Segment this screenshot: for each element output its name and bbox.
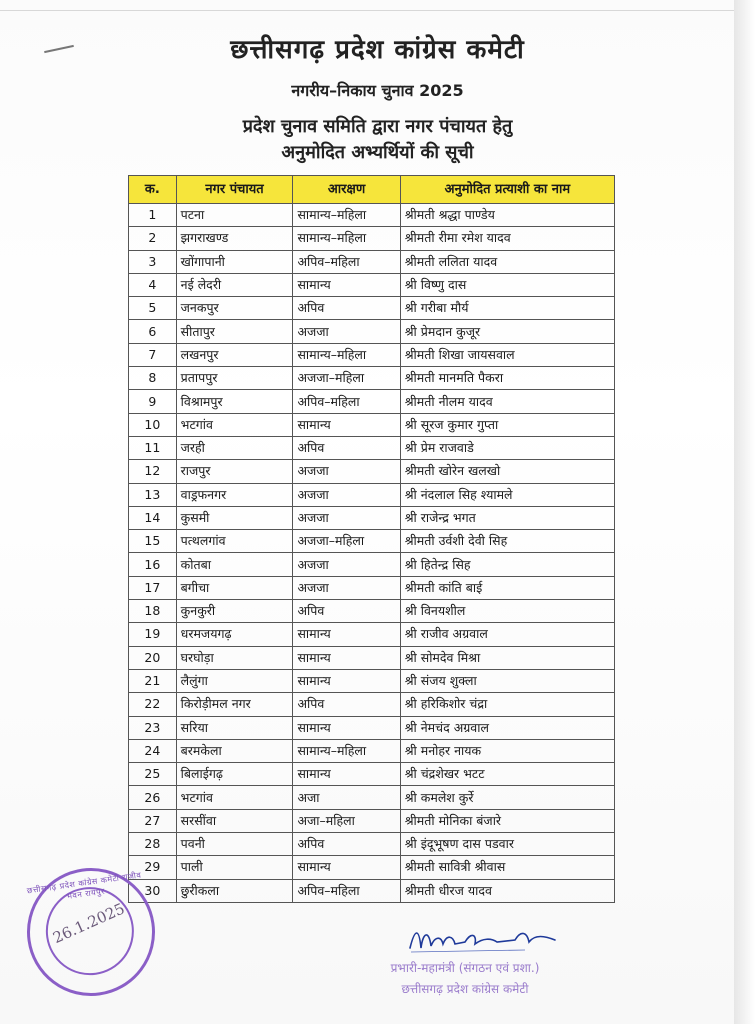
nagar-panchayat-cell: धरमजयगढ़ xyxy=(176,623,293,646)
serial-cell: 13 xyxy=(129,483,177,506)
nagar-panchayat-cell: झगराखण्ड xyxy=(176,227,293,250)
serial-cell: 2 xyxy=(129,227,177,250)
candidate-name-cell: श्रीमती उर्वशी देवी सिह xyxy=(400,530,614,553)
table-row xyxy=(129,273,615,296)
serial-cell: 24 xyxy=(129,739,177,762)
table-row xyxy=(129,297,615,320)
stamp-date: 26.1.2025 xyxy=(50,899,128,947)
header-reservation: आरक्षण xyxy=(293,176,400,204)
signatory-title: प्रभारी-महामंत्री (संगठन एवं प्रशा.) xyxy=(390,961,540,975)
serial-cell: 21 xyxy=(129,669,177,692)
candidate-name-cell: श्री कमलेश कुर्रे xyxy=(400,786,614,809)
table-row xyxy=(129,227,615,250)
reservation-cell: सामान्य xyxy=(293,273,400,296)
table-row xyxy=(129,856,615,879)
nagar-panchayat-cell: किरोड़ीमल नगर xyxy=(176,693,293,716)
nagar-panchayat-cell: बगीचा xyxy=(176,576,293,599)
stamp-text: छत्तीसगढ़ प्रदेश कांग्रेस कमेटी राजीव भवन रायपुर xyxy=(26,870,142,902)
serial-cell: 5 xyxy=(129,297,177,320)
nagar-panchayat-cell: भटगांव xyxy=(176,786,293,809)
reservation-cell: अपिव xyxy=(293,436,400,459)
candidate-name-cell: श्री प्रेम राजवाडे xyxy=(400,436,614,459)
reservation-cell: सामान्य xyxy=(293,669,400,692)
serial-cell: 6 xyxy=(129,320,177,343)
candidate-name-cell: श्रीमती धीरज यादव xyxy=(400,879,614,902)
candidate-name-cell: श्री नंदलाल सिह श्यामले xyxy=(400,483,614,506)
nagar-panchayat-cell: भटगांव xyxy=(176,413,293,436)
candidate-name-cell: श्रीमती श्रद्धा पाण्डेय xyxy=(400,204,614,227)
serial-cell: 23 xyxy=(129,716,177,739)
nagar-panchayat-cell: छुरीकला xyxy=(176,879,293,902)
candidate-name-cell: श्री गरीबा मौर्य xyxy=(400,297,614,320)
nagar-panchayat-cell: वाड्रफनगर xyxy=(176,483,293,506)
candidate-name-cell: श्री विनयशील xyxy=(400,600,614,623)
reservation-cell: सामान्य xyxy=(293,623,400,646)
table-row xyxy=(129,809,615,832)
reservation-cell: अजजा xyxy=(293,460,400,483)
reservation-cell: अपिव–महिला xyxy=(293,250,400,273)
candidate-name-cell: श्रीमती सावित्री श्रीवास xyxy=(400,856,614,879)
candidate-name-cell: श्री संजय शुक्ला xyxy=(400,669,614,692)
nagar-panchayat-cell: जनकपुर xyxy=(176,297,293,320)
reservation-cell: अजजा xyxy=(293,320,400,343)
reservation-cell: अजजा xyxy=(293,506,400,529)
scan-top-edge xyxy=(0,10,755,11)
nagar-panchayat-cell: बिलाईगढ़ xyxy=(176,763,293,786)
serial-cell: 15 xyxy=(129,530,177,553)
header-nagar-panchayat: नगर पंचायत xyxy=(176,176,293,204)
table-row xyxy=(129,879,615,902)
nagar-panchayat-cell: नई लेदरी xyxy=(176,273,293,296)
table-header-row xyxy=(129,176,615,204)
table-row xyxy=(129,390,615,413)
nagar-panchayat-cell: कोतबा xyxy=(176,553,293,576)
table-row xyxy=(129,506,615,529)
reservation-cell: अजा–महिला xyxy=(293,809,400,832)
reservation-cell: सामान्य–महिला xyxy=(293,227,400,250)
serial-cell: 30 xyxy=(129,879,177,902)
nagar-panchayat-cell: विश्रामपुर xyxy=(176,390,293,413)
serial-cell: 19 xyxy=(129,623,177,646)
serial-cell: 9 xyxy=(129,390,177,413)
table-row xyxy=(129,436,615,459)
candidate-table xyxy=(128,175,615,903)
nagar-panchayat-cell: लैलुंगा xyxy=(176,669,293,692)
table-row xyxy=(129,343,615,366)
table-row xyxy=(129,833,615,856)
reservation-cell: सामान्य–महिला xyxy=(293,739,400,762)
table-row xyxy=(129,716,615,739)
reservation-cell: अजजा xyxy=(293,576,400,599)
candidate-name-cell: श्री प्रेमदान कुजूर xyxy=(400,320,614,343)
table-row xyxy=(129,413,615,436)
serial-cell: 22 xyxy=(129,693,177,716)
nagar-panchayat-cell: सरसींवा xyxy=(176,809,293,832)
signature-image xyxy=(405,920,580,960)
serial-cell: 3 xyxy=(129,250,177,273)
nagar-panchayat-cell: प्रतापपुर xyxy=(176,367,293,390)
table-row xyxy=(129,646,615,669)
candidate-name-cell: श्रीमती मोनिका बंजारे xyxy=(400,809,614,832)
reservation-cell: सामान्य xyxy=(293,716,400,739)
serial-cell: 17 xyxy=(129,576,177,599)
candidate-name-cell: श्रीमती खोरेन खलखो xyxy=(400,460,614,483)
table-row xyxy=(129,553,615,576)
table-row xyxy=(129,600,615,623)
nagar-panchayat-cell: कुसमी xyxy=(176,506,293,529)
reservation-cell: सामान्य xyxy=(293,646,400,669)
document-title: छत्तीसगढ़ प्रदेश कांग्रेस कमेटी xyxy=(230,35,525,65)
table-row xyxy=(129,739,615,762)
nagar-panchayat-cell: पटना xyxy=(176,204,293,227)
nagar-panchayat-cell: पाली xyxy=(176,856,293,879)
serial-cell: 11 xyxy=(129,436,177,459)
serial-cell: 4 xyxy=(129,273,177,296)
reservation-cell: सामान्य xyxy=(293,763,400,786)
candidate-name-cell: श्री सूरज कुमार गुप्ता xyxy=(400,413,614,436)
signatory-organization: छत्तीसगढ़ प्रदेश कांग्रेस कमेटी xyxy=(401,982,529,996)
reservation-cell: सामान्य xyxy=(293,856,400,879)
serial-cell: 26 xyxy=(129,786,177,809)
serial-cell: 25 xyxy=(129,763,177,786)
nagar-panchayat-cell: पत्थलगांव xyxy=(176,530,293,553)
reservation-cell: अजा xyxy=(293,786,400,809)
candidate-name-cell: श्री इंदूभूषण दास पडवार xyxy=(400,833,614,856)
candidate-name-cell: श्री विष्णु दास xyxy=(400,273,614,296)
candidate-name-cell: श्री राजेन्द्र भगत xyxy=(400,506,614,529)
nagar-panchayat-cell: खोंगापानी xyxy=(176,250,293,273)
nagar-panchayat-cell: लखनपुर xyxy=(176,343,293,366)
table-row xyxy=(129,483,615,506)
table-row xyxy=(129,250,615,273)
serial-cell: 18 xyxy=(129,600,177,623)
reservation-cell: अपिव xyxy=(293,600,400,623)
table-row xyxy=(129,530,615,553)
reservation-cell: सामान्य–महिला xyxy=(293,204,400,227)
candidate-name-cell: श्री मनोहर नायक xyxy=(400,739,614,762)
reservation-cell: अजजा xyxy=(293,553,400,576)
nagar-panchayat-cell: जरही xyxy=(176,436,293,459)
reservation-cell: अपिव xyxy=(293,297,400,320)
table-row xyxy=(129,460,615,483)
candidate-name-cell: श्रीमती रीमा रमेश यादव xyxy=(400,227,614,250)
serial-cell: 29 xyxy=(129,856,177,879)
serial-cell: 14 xyxy=(129,506,177,529)
table-row xyxy=(129,693,615,716)
header-candidate-name: अनुमोदित प्रत्याशी का नाम xyxy=(400,176,614,204)
nagar-panchayat-cell: सीतापुर xyxy=(176,320,293,343)
table-row xyxy=(129,763,615,786)
serial-cell: 16 xyxy=(129,553,177,576)
header-serial: क. xyxy=(129,176,177,204)
reservation-cell: सामान्य xyxy=(293,413,400,436)
table-row xyxy=(129,204,615,227)
table-row xyxy=(129,367,615,390)
nagar-panchayat-cell: घरघोड़ा xyxy=(176,646,293,669)
nagar-panchayat-cell: पवनी xyxy=(176,833,293,856)
reservation-cell: अपिव xyxy=(293,693,400,716)
nagar-panchayat-cell: बरमकेला xyxy=(176,739,293,762)
nagar-panchayat-cell: कुनकुरी xyxy=(176,600,293,623)
candidate-name-cell: श्री नेमचंद अग्रवाल xyxy=(400,716,614,739)
table-row xyxy=(129,320,615,343)
table-row xyxy=(129,786,615,809)
reservation-cell: अपिव xyxy=(293,833,400,856)
reservation-cell: अजजा–महिला xyxy=(293,530,400,553)
reservation-cell: अजजा–महिला xyxy=(293,367,400,390)
serial-cell: 20 xyxy=(129,646,177,669)
document-subtitle: नगरीय–निकाय चुनाव 2025 xyxy=(291,81,464,100)
candidate-name-cell: श्रीमती कांति बाई xyxy=(400,576,614,599)
candidate-name-cell: श्रीमती नीलम यादव xyxy=(400,390,614,413)
nagar-panchayat-cell: सरिया xyxy=(176,716,293,739)
candidate-name-cell: श्री चंद्रशेखर भटट xyxy=(400,763,614,786)
reservation-cell: अपिव–महिला xyxy=(293,879,400,902)
nagar-panchayat-cell: राजपुर xyxy=(176,460,293,483)
serial-cell: 8 xyxy=(129,367,177,390)
reservation-cell: अपिव–महिला xyxy=(293,390,400,413)
candidate-name-cell: श्री राजीव अग्रवाल xyxy=(400,623,614,646)
reservation-cell: अजजा xyxy=(293,483,400,506)
serial-cell: 12 xyxy=(129,460,177,483)
serial-cell: 10 xyxy=(129,413,177,436)
serial-cell: 28 xyxy=(129,833,177,856)
table-row xyxy=(129,623,615,646)
serial-cell: 7 xyxy=(129,343,177,366)
candidate-name-cell: श्री हितेन्द्र सिह xyxy=(400,553,614,576)
candidate-name-cell: श्रीमती शिखा जायसवाल xyxy=(400,343,614,366)
table-row xyxy=(129,576,615,599)
document-heading-line-2: अनुमोदित अभ्यर्थियों की सूची xyxy=(281,142,474,163)
candidate-name-cell: श्रीमती मानमति पैकरा xyxy=(400,367,614,390)
candidate-name-cell: श्री हरिकिशोर चंद्रा xyxy=(400,693,614,716)
serial-cell: 1 xyxy=(129,204,177,227)
serial-cell: 27 xyxy=(129,809,177,832)
candidate-name-cell: श्रीमती ललिता यादव xyxy=(400,250,614,273)
table-row xyxy=(129,669,615,692)
reservation-cell: सामान्य–महिला xyxy=(293,343,400,366)
candidate-name-cell: श्री सोमदेव मिश्रा xyxy=(400,646,614,669)
document-heading-line-1: प्रदेश चुनाव समिति द्वारा नगर पंचायत हेतु xyxy=(242,116,513,137)
